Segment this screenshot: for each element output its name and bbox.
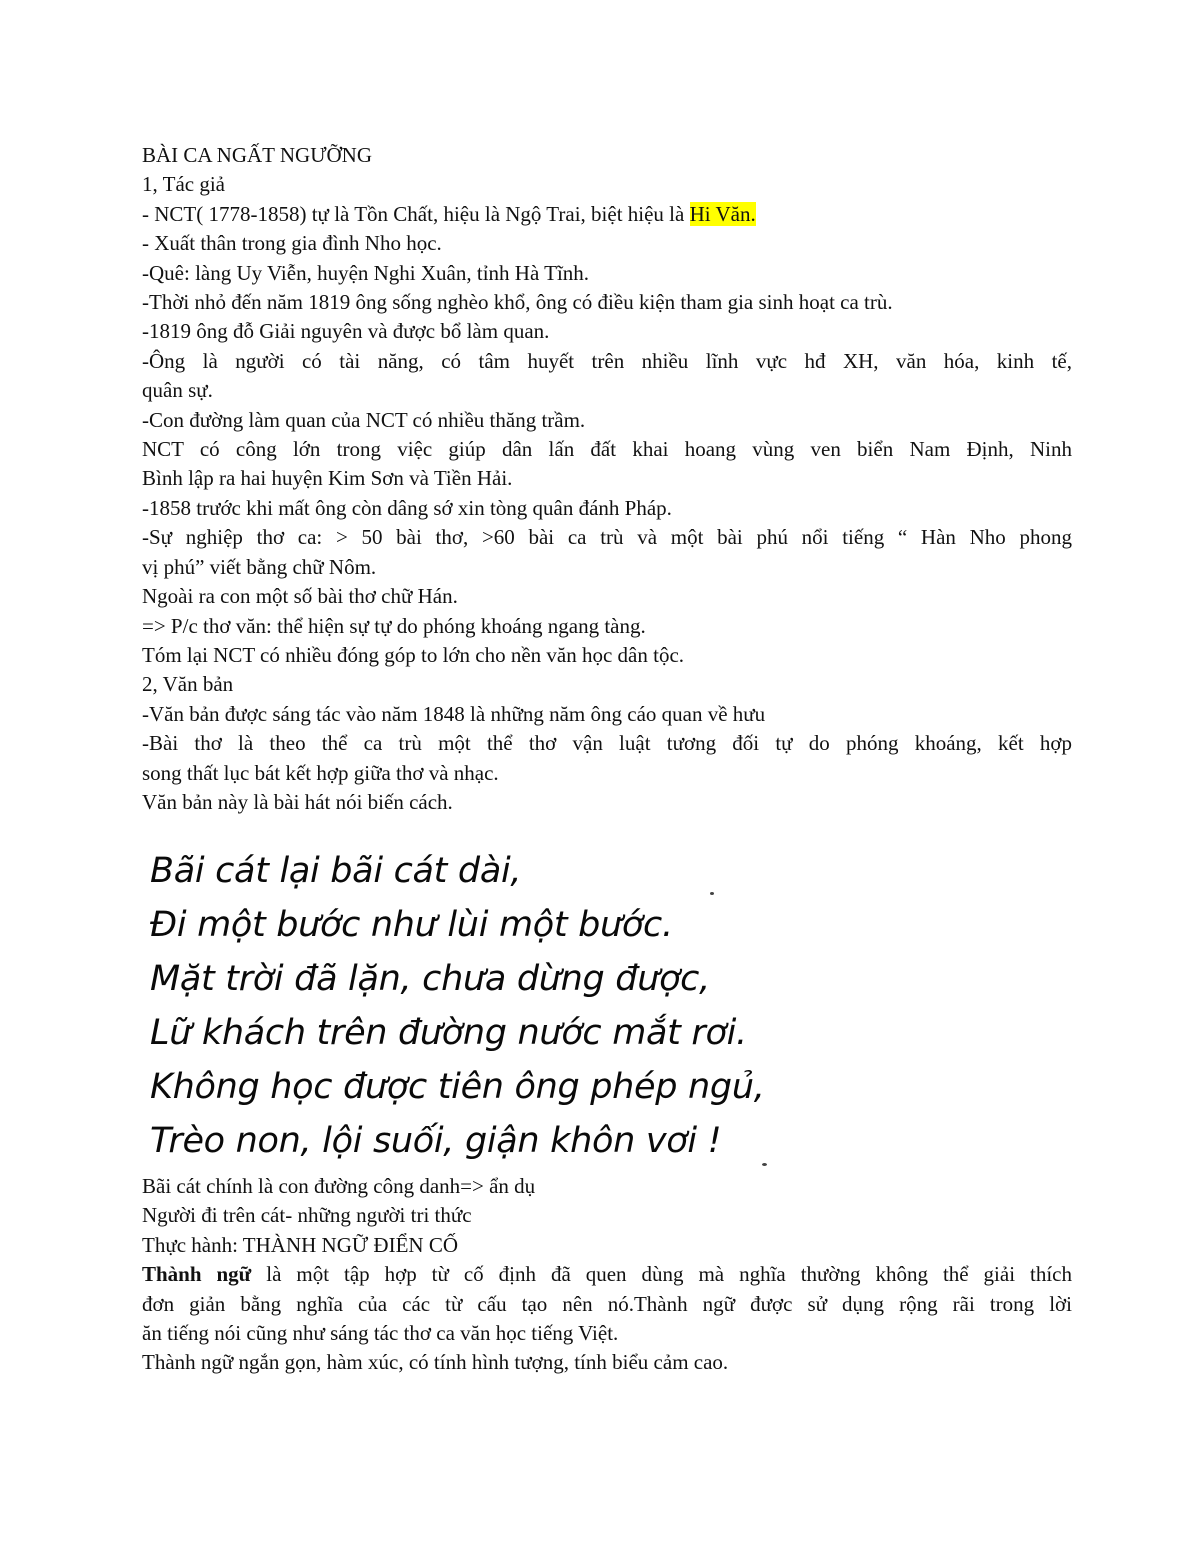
scan-speck	[762, 1163, 767, 1166]
author-talent-line-cont: quân sự.	[142, 378, 213, 403]
author-names-line	[142, 200, 1072, 229]
author-talent-line: -Ông là người có tài năng, có tâm huyết trên nhiều lĩnh vực hđ XH, văn hóa, kinh tế,	[142, 348, 1072, 373]
poem-line: Mặt trời đã lặn, chưa dừng được,	[150, 959, 710, 999]
author-summary-line: Tóm lại NCT có nhiều đóng góp to lớn cho nền văn học dân tộc.	[142, 642, 685, 667]
text-form-line: -Bài thơ là theo thể ca trù một thể thơ vận luật tương đối tự do phóng khoáng, kết hợp	[142, 731, 1072, 756]
author-career-line: -Con đường làm quan của NCT có nhiều thăng trầm.	[142, 407, 586, 432]
scan-speck	[710, 892, 714, 895]
author-works-line: -Sự nghiệp thơ ca: > 50 bài thơ, >60 bài ca trù và một bài phú nổi tiếng “ Hàn Nho phong	[142, 525, 1072, 550]
author-han-poems-line: Ngoài ra con một số bài thơ chữ Hán.	[142, 584, 458, 609]
author-land-line-cont: Bình lập ra hai huyện Kim Sơn và Tiền Hải.	[142, 466, 513, 491]
text-genre-line: Văn bản này là bài hát nói biến cách.	[142, 789, 453, 814]
document-title: BÀI CA NGẤT NGƯỠNG	[142, 143, 372, 167]
poem-line: Bãi cát lại bãi cát dài,	[150, 851, 522, 891]
section-heading-author: 1, Tác giả	[142, 172, 225, 197]
traveler-line: Người đi trên cát- những người tri thức	[142, 1203, 472, 1228]
author-style-line: => P/c thơ văn: thể hiện sự tự do phóng khoáng ngang tàng.	[142, 613, 646, 638]
author-land-line: NCT có công lớn trong việc giúp dân lấn đất khai hoang vùng ven biển Nam Định, Ninh	[142, 437, 1072, 462]
idiom-definition-line-2: đơn giản bằng nghĩa của các từ cấu tạo nên nó.Thành ngữ được sử dụng rộng rãi trong lời	[142, 1291, 1072, 1316]
idiom-definition-line-3: ăn tiếng nói cũng như sáng tác thơ ca văn học tiếng Việt.	[142, 1321, 619, 1346]
poem-line: Không học được tiên ông phép ngủ,	[150, 1067, 765, 1107]
text-form-line-cont: song thất lục bát kết hợp giữa thơ và nhạc.	[142, 760, 499, 785]
idiom-summary-line: Thành ngữ ngắn gọn, hàm xúc, có tính hình tượng, tính biểu cảm cao.	[142, 1350, 729, 1375]
author-origin-line: - Xuất thân trong gia đình Nho học.	[142, 231, 442, 256]
idiom-term: Thành ngữ	[142, 1262, 252, 1287]
document-body	[142, 141, 1072, 817]
poem-line: Lữ khách trên đường nước mắt rơi.	[150, 1013, 747, 1053]
poem-line: Đi một bước như lùi một bước.	[150, 905, 673, 945]
metaphor-line: Bãi cát chính là con đường công danh=> ẩn dụ	[142, 1174, 536, 1198]
text-date-line: -Văn bản được sáng tác vào năm 1848 là những năm ông cáo quan về hưu	[142, 701, 766, 726]
highlighted-pen-name: Hi Văn.	[689, 201, 756, 226]
poem-line: Trèo non, lội suối, giận khôn vơi !	[150, 1121, 722, 1161]
author-works-line-cont: vị phú” viết bằng chữ Nôm.	[142, 554, 377, 579]
author-exam-line: -1819 ông đỗ Giải nguyên và được bổ làm quan.	[142, 319, 550, 344]
author-war-line: -1858 trước khi mất ông còn dâng sớ xin tòng quân đánh Pháp.	[142, 495, 672, 520]
section-heading-text: 2, Văn bản	[142, 672, 234, 697]
poem-excerpt-image	[150, 844, 790, 1168]
idiom-definition-line	[142, 1260, 1072, 1289]
practice-section	[142, 1172, 1072, 1378]
author-names-text: - NCT( 1778-1858) tự là Tồn Chất, hiệu là Ngộ Trai, biệt hiệu là	[142, 201, 690, 226]
idiom-definition-text: là một tập hợp từ cố định đã quen dùng mà nghĩa thường không thể giải thích	[251, 1262, 1072, 1287]
practice-heading: Thực hành: THÀNH NGỮ ĐIỂN CỐ	[142, 1232, 458, 1257]
author-hometown-line: -Quê: làng Uy Viễn, huyện Nghi Xuân, tỉnh Hà Tĩnh.	[142, 260, 590, 285]
author-youth-line: -Thời nhỏ đến năm 1819 ông sống nghèo khổ, ông có điều kiện tham gia sinh hoạt ca trù.	[142, 290, 893, 315]
